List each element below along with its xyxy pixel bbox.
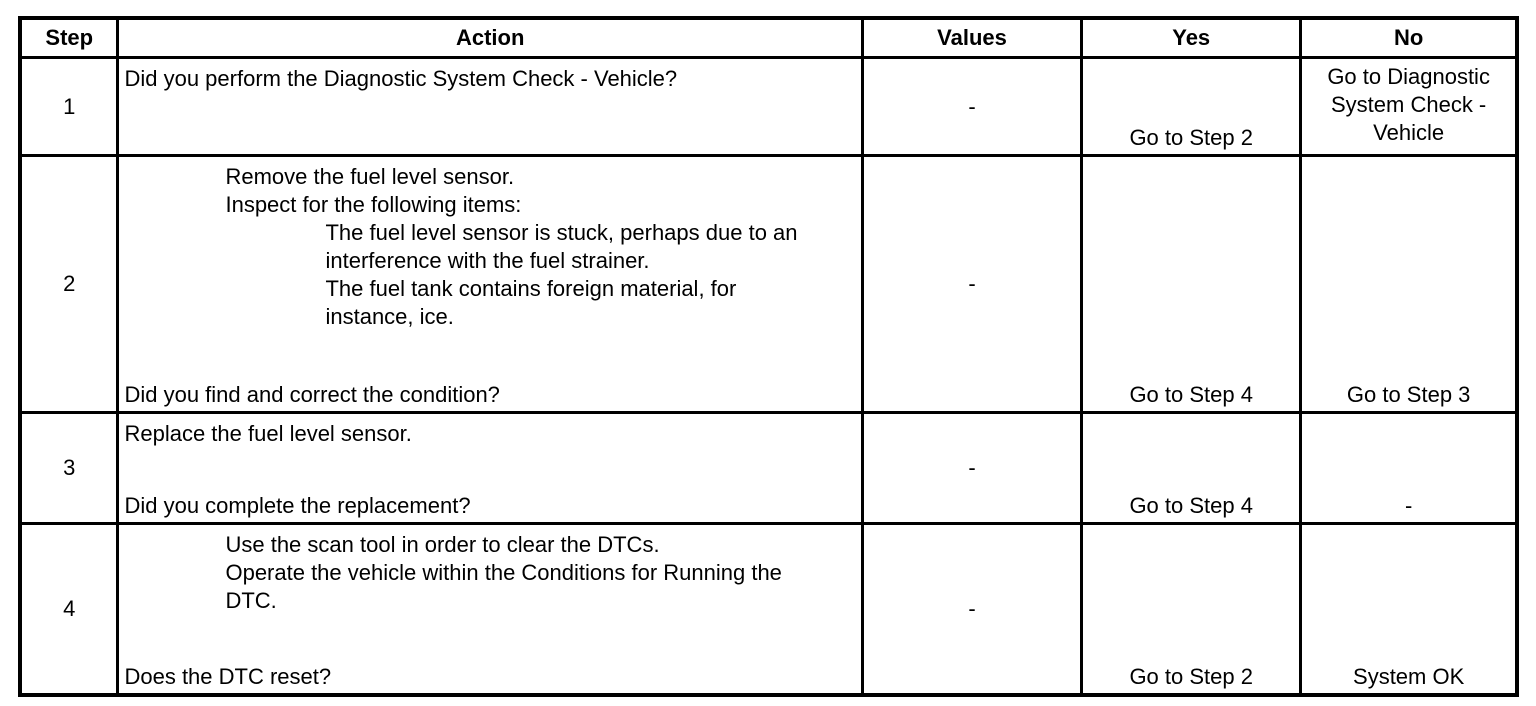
- yes-cell: Go to Step 4: [1082, 156, 1301, 413]
- action-list: [124, 163, 856, 331]
- yes-cell: Go to Step 4: [1082, 413, 1301, 524]
- step-number: 3: [20, 413, 118, 524]
- table-row: [20, 156, 1517, 413]
- yes-cell: Go to Step 2: [1082, 524, 1301, 696]
- action-item: Operate the vehicle within the Conditions for Running the DTC.: [225, 560, 782, 613]
- step-number: 1: [20, 58, 118, 156]
- action-content: [124, 163, 856, 409]
- action-question: Did you complete the replacement?: [124, 493, 471, 518]
- values-cell: -: [862, 156, 1081, 413]
- values-cell: -: [862, 413, 1081, 524]
- header-yes: Yes: [1082, 18, 1301, 58]
- header-values: Values: [862, 18, 1081, 58]
- header-no: No: [1301, 18, 1517, 58]
- action-cell: [118, 156, 862, 413]
- no-cell: Go to Step 3: [1301, 156, 1517, 413]
- step-number: 2: [20, 156, 118, 413]
- step-number: 4: [20, 524, 118, 696]
- header-step: Step: [20, 18, 118, 58]
- action-subitem: The fuel level sensor is stuck, perhaps due to an interference with the fuel strainer.: [325, 220, 798, 273]
- diagnostic-table: [18, 16, 1519, 697]
- table-row: [20, 58, 1517, 156]
- action-subitem: The fuel tank contains foreign material, for instance, ice.: [325, 276, 737, 329]
- no-text: Go to Diagnostic System Check - Vehicle: [1327, 64, 1490, 145]
- action-list: [124, 531, 856, 615]
- action-cell: [118, 524, 862, 696]
- action-content: [124, 420, 856, 520]
- no-cell: -: [1301, 413, 1517, 524]
- header-action: Action: [118, 18, 862, 58]
- values-cell: -: [862, 524, 1081, 696]
- no-cell: System OK: [1301, 524, 1517, 696]
- action-item: Replace the fuel level sensor.: [124, 421, 412, 446]
- no-cell: [1301, 58, 1517, 156]
- action-cell: [118, 413, 862, 524]
- table-row: [20, 413, 1517, 524]
- action-item: Remove the fuel level sensor.: [225, 164, 515, 189]
- action-cell: [118, 58, 862, 156]
- yes-cell: Go to Step 2: [1082, 58, 1301, 156]
- action-content: [124, 531, 856, 691]
- table-row: [20, 524, 1517, 696]
- action-question: Did you perform the Diagnostic System Check - Vehicle?: [124, 66, 678, 91]
- action-item: Use the scan tool in order to clear the DTCs.: [225, 532, 660, 557]
- action-question: Does the DTC reset?: [124, 664, 332, 689]
- action-item: Inspect for the following items:: [225, 192, 522, 217]
- values-cell: -: [862, 58, 1081, 156]
- header-row: [20, 18, 1517, 58]
- action-question: Did you find and correct the condition?: [124, 382, 500, 407]
